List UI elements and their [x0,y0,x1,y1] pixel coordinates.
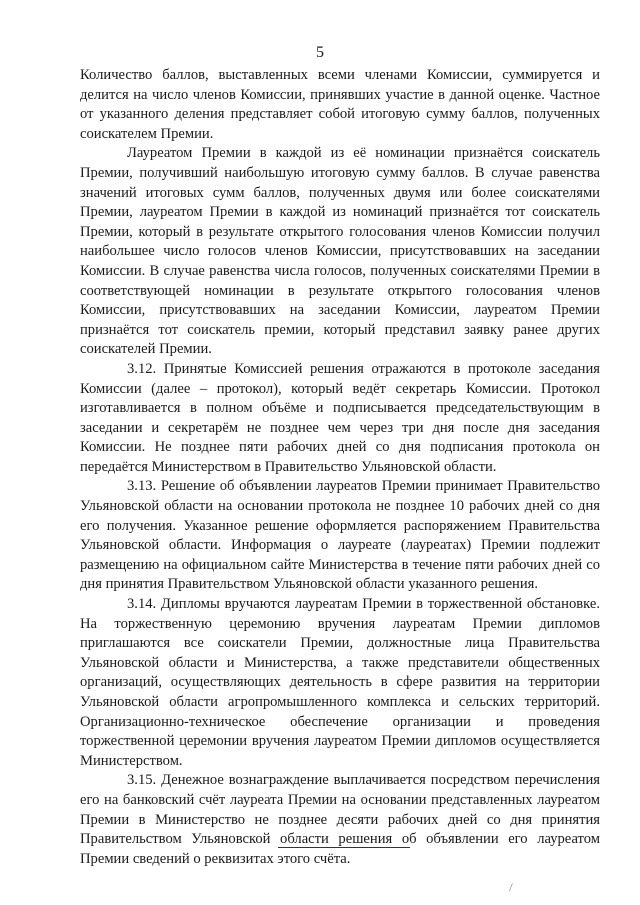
paragraph-3-12: 3.12. Принятые Комиссией решения отражаются в протоколе заседания Комиссии (далее – протокол), который ведёт секретарь Комиссии. Протокол изготавливается в полном объёме и подписывается председательствующим в заседании и секретарём не позднее чем через три дня после дня заседания Комиссии. Не позднее пяти рабочих дней со дня подписания протокола он передаётся Министерством в Правительство Ульяновской области. [80,360,600,475]
stray-scan-mark: \ [505,880,517,894]
paragraph-score-summation: Количество баллов, выставленных всеми членами Комиссии, суммируется и делится на число членов Комиссии, принявших участие в данной оценке. Частное от указанного деления представляет собой итоговую сумму баллов, полученных соискателем Премии. [80,67,600,142]
page-number: 5 [316,44,324,61]
paragraph-3-15: 3.15. Денежное вознаграждение выплачивается посредством перечисления его на банковский счёт лауреата Премии на основании представленных лауреатом Премии в Министерство не позднее десяти рабочих дней со дня принятия Правительством Ульяновской области решения об объявлении его лауреатом Премии сведений о реквизитах этого счёта. [80,772,600,867]
document-body [80,66,600,869]
paragraph-3-14: 3.14. Дипломы вручаются лауреатам Премии в торжественной обстановке. На торжественную церемонию вручения лауреатам Премии дипломов приглашаются все соискатели Премии, должностные лица Правительства Ульяновской области и Министерства, а также представители общественных организаций, осуществляющих деятельность в сфере развития на территории Ульяновской области агропромышленного комплекса и сельских территорий. Организационно-техническое обеспечение организации и проведения торжественной церемонии вручения лауреатом Премии дипломов осуществляется Министерством. [80,596,600,769]
end-divider [278,847,410,848]
paragraph-laureate-selection: Лауреатом Премии в каждой из её номинации признаётся соискатель Премии, получивший наибольшую итоговую сумму баллов. В случае равенства значений итоговых сумм баллов, полученных двумя или более соискателями Премии, лауреатом Премии в каждой из номинаций признаётся тот соискатель Премии, который в результате открытого голосования членов Комиссии получил наибольшее число голосов членов Комиссии, присутствовавших на заседании Комиссии. В случае равенства числа голосов, полученных соискателями Премии в соответствующей номинации в результате открытого голосования членов Комиссии, присутствовавших на заседании Комиссии, лауреатом Премии признаётся тот соискатель премии, который представил заявку ранее других соискателей Премии. [80,145,600,358]
paragraph-3-13: 3.13. Решение об объявлении лауреатов Премии принимает Правительство Ульяновской области на основании протокола не позднее 10 рабочих дней со дня его получения. Указанное решение оформляется распоряжением Правительства Ульяновской области. Информация о лауреате (лауреатах) Премии подлежит размещению на официальном сайте Министерства в течение пяти рабочих дней со дня принятия Правительством Ульяновской области указанного решения. [80,478,600,593]
